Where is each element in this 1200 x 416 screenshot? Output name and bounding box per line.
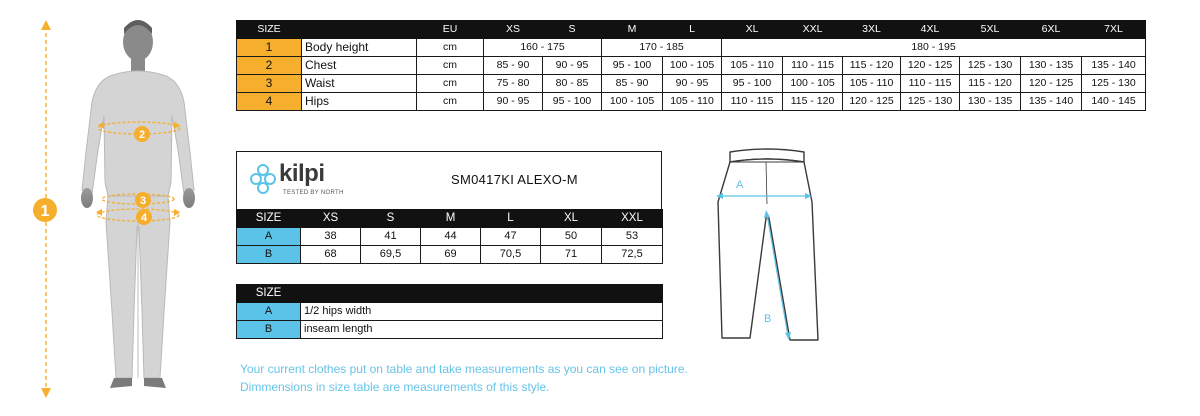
table-cell: 100 - 105 [602,93,663,111]
table-cell: 110 - 115 [722,93,783,111]
table-cell: 70,5 [481,246,541,264]
table-cell: 100 - 105 [783,75,843,93]
row-label: Waist [302,75,417,93]
row-unit: cm [417,93,484,111]
table-row [237,93,1146,111]
header-cell: M [421,210,481,228]
row-number: 3 [237,75,302,93]
kilpi-logo-icon [249,162,277,196]
table-cell: 80 - 85 [543,75,602,93]
table-cell: 120 - 125 [901,57,960,75]
svg-text:1: 1 [40,203,50,220]
table-cell: 105 - 110 [722,57,783,75]
table-row [237,228,663,246]
table-cell: 95 - 100 [722,75,783,93]
brand-tagline: TESTED BY NORTH [283,190,344,196]
table-header-row [237,210,663,228]
header-cell: 4XL [901,21,960,39]
marker-1 [33,198,57,222]
header-cell [301,285,663,303]
header-cell: S [361,210,421,228]
body-size-table [236,20,1146,111]
table-cell: 41 [361,228,421,246]
product-size-table [236,209,663,264]
marker-3 [135,192,151,208]
header-cell: SIZE [237,21,302,39]
table-cell: 72,5 [602,246,663,264]
table-cell: 44 [421,228,481,246]
table-cell: 95 - 100 [602,57,663,75]
header-cell: 6XL [1021,21,1082,39]
table-cell: 50 [541,228,602,246]
brand-header [236,151,662,209]
row-label: B [237,321,301,339]
table-cell: 90 - 95 [543,57,602,75]
table-row [237,39,1146,57]
legend-text: inseam length [301,321,663,339]
table-cell: 110 - 115 [901,75,960,93]
table-cell: 115 - 120 [843,57,901,75]
header-cell: S [543,21,602,39]
header-cell: M [602,21,663,39]
table-cell: 160 - 175 [484,39,602,57]
row-unit: cm [417,39,484,57]
header-cell: XXL [602,210,663,228]
legend-text: 1/2 hips width [301,303,663,321]
table-row [237,321,663,339]
header-cell: XS [301,210,361,228]
table-cell: 100 - 105 [663,57,722,75]
table-cell: 170 - 185 [602,39,722,57]
header-cell: EU [417,21,484,39]
row-number: 1 [237,39,302,57]
table-cell: 85 - 90 [602,75,663,93]
header-cell: SIZE [237,210,301,228]
body-measurement-figure [18,12,223,402]
table-cell: 110 - 115 [783,57,843,75]
table-cell: 90 - 95 [663,75,722,93]
table-cell: 38 [301,228,361,246]
row-number: 4 [237,93,302,111]
header-cell: 3XL [843,21,901,39]
table-cell: 90 - 95 [484,93,543,111]
table-cell: 180 - 195 [722,39,1146,57]
row-label: A [237,303,301,321]
table-cell: 140 - 145 [1082,93,1146,111]
table-cell: 125 - 130 [1082,75,1146,93]
table-cell: 125 - 130 [901,93,960,111]
pants-label-a: A [736,179,744,191]
table-row [237,246,663,264]
table-cell: 135 - 140 [1021,93,1082,111]
table-cell: 105 - 110 [843,75,901,93]
svg-text:2: 2 [138,129,146,141]
row-label: Body height [302,39,417,57]
marker-4 [136,209,152,225]
pants-diagram [700,142,840,347]
header-cell: 5XL [960,21,1021,39]
table-cell: 53 [602,228,663,246]
table-cell: 120 - 125 [843,93,901,111]
table-row [237,303,663,321]
table-cell: 105 - 110 [663,93,722,111]
row-label: A [237,228,301,246]
row-number: 2 [237,57,302,75]
header-cell: XXL [783,21,843,39]
table-cell: 130 - 135 [1021,57,1082,75]
row-unit: cm [417,75,484,93]
table-cell: 47 [481,228,541,246]
header-cell: XL [722,21,783,39]
table-header-row [237,285,663,303]
marker-2 [134,126,150,142]
table-cell: 130 - 135 [960,93,1021,111]
header-cell: 7XL [1082,21,1146,39]
header-cell: XS [484,21,543,39]
pants-label-b: B [764,313,772,325]
table-row [237,57,1146,75]
instruction-note: Your current clothes put on table and take measurements as you can see on picture. [240,362,688,376]
row-label: Hips [302,93,417,111]
table-cell: 69 [421,246,481,264]
header-cell: L [663,21,722,39]
table-cell: 85 - 90 [484,57,543,75]
header-cell: L [481,210,541,228]
header-cell [302,21,417,39]
table-cell: 115 - 120 [783,93,843,111]
table-cell: 95 - 100 [543,93,602,111]
table-cell: 68 [301,246,361,264]
table-cell: 120 - 125 [1021,75,1082,93]
table-cell: 71 [541,246,602,264]
measurement-legend-table [236,284,663,339]
brand-name: kilpi [279,160,325,187]
table-row [237,75,1146,93]
row-unit: cm [417,57,484,75]
table-header-row [237,21,1146,39]
table-cell: 115 - 120 [960,75,1021,93]
header-cell: XL [541,210,602,228]
row-label: Chest [302,57,417,75]
table-cell: 69,5 [361,246,421,264]
table-cell: 125 - 130 [960,57,1021,75]
header-cell: SIZE [237,285,301,303]
table-cell: 135 - 140 [1082,57,1146,75]
product-code: SM0417KI ALEXO-M [451,172,578,187]
dimension-note: Dimmensions in size table are measurements of this style. [240,380,550,394]
table-cell: 75 - 80 [484,75,543,93]
svg-text:4: 4 [140,212,148,224]
svg-text:3: 3 [139,195,147,207]
row-label: B [237,246,301,264]
